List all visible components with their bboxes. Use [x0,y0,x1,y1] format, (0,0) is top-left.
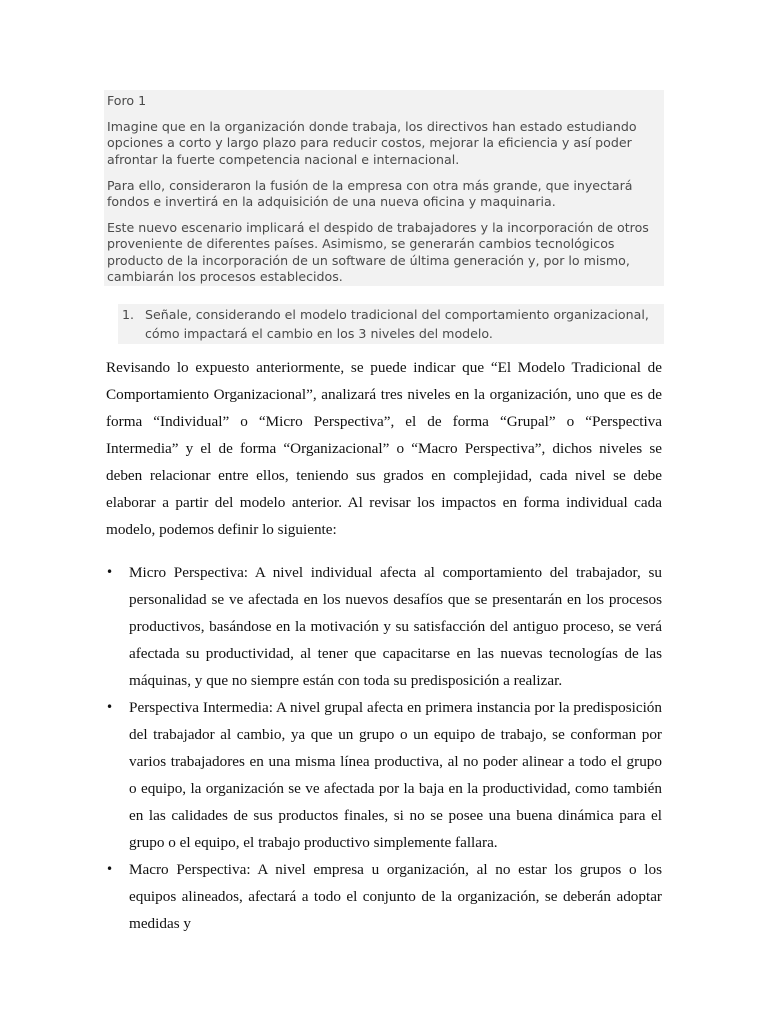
bullet-item-intermedia [106,694,662,856]
bullet-text: Macro Perspectiva: A nivel empresa u organización, al no estar los grupos o los equipos alineados, afectará a todo el conjunto de la organización, se deberán adoptar medidas y [129,861,662,932]
forum-prompt-block [104,90,664,286]
bullet-item-macro [106,856,662,937]
question-text: Señale, considerando el modelo tradicional del comportamiento organizacional, cómo impactará el cambio en los 3 niveles del modelo. [145,307,649,341]
bullet-item-micro [106,559,662,694]
answer-intro-paragraph: Revisando lo expuesto anteriormente, se puede indicar que “El Modelo Tradicional de Comportamiento Organizacional”, analizará tres niveles en la organización, uno que es de forma “Individual” o “Micro Perspectiva”, el de forma “Grupal” o “Perspectiva Intermedia” y el de forma “Organizacional” o “Macro Perspectiva”, dichos niveles se deben relacionar entre ellos, teniendo sus grados en complejidad, cada nivel se debe elaborar a partir del modelo anterior. Al revisar los impactos en forma individual cada modelo, podemos definir lo siguiente: [106,359,662,538]
forum-paragraph: Imagine que en la organización donde trabaja, los directivos han estado estudiando opciones a corto y largo plazo para reducir costos, mejorar la eficiencia y así poder afrontar la fuerte competencia nacional e internacional. [107,119,637,167]
question-number: 1. [122,307,135,322]
forum-paragraph: Para ello, consideraron la fusión de la empresa con otra más grande, que inyectará fondos e invertirá en la adquisición de una nueva oficina y maquinaria. [107,178,633,210]
forum-title: Foro 1 [107,93,147,108]
bullet-icon: • [106,700,114,714]
bullet-icon: • [106,565,114,579]
bullet-text: Perspectiva Intermedia: A nivel grupal afecta en primera instancia por la predisposición del trabajador al cambio, ya que un grupo o un equipo de trabajo, se conforman por varios trabajadores en una misma línea productiva, al no poder alinear a todo el grupo o equipo, la organización se ve afectada por la baja en la productividad, como también en las calidades de sus productos finales, si no se posee una buena dinámica para el grupo o el equipo, el trabajo productivo simplemente fallara. [129,699,662,851]
forum-paragraph: Este nuevo escenario implicará el despido de trabajadores y la incorporación de otros proveniente de diferentes países. Asimismo, se generarán cambios tecnológicos producto de la incorporación de un software de última generación y, por lo mismo, cambiarán los procesos establecidos. [107,220,649,284]
bullet-text: Micro Perspectiva: A nivel individual afecta al comportamiento del trabajador, su personalidad se ve afectada en los nuevos desafíos que se presentarán en los procesos productivos, basándose en la motivación y su satisfacción del antiguo proceso, se verá afectada su productividad, al tener que capacitarse en las nuevas tecnologías de las máquinas, y que no siempre están con toda su predisposición a realizar. [129,564,662,689]
answer-bullet-list [106,559,662,937]
bullet-icon: • [106,862,114,876]
question-item [118,304,664,344]
